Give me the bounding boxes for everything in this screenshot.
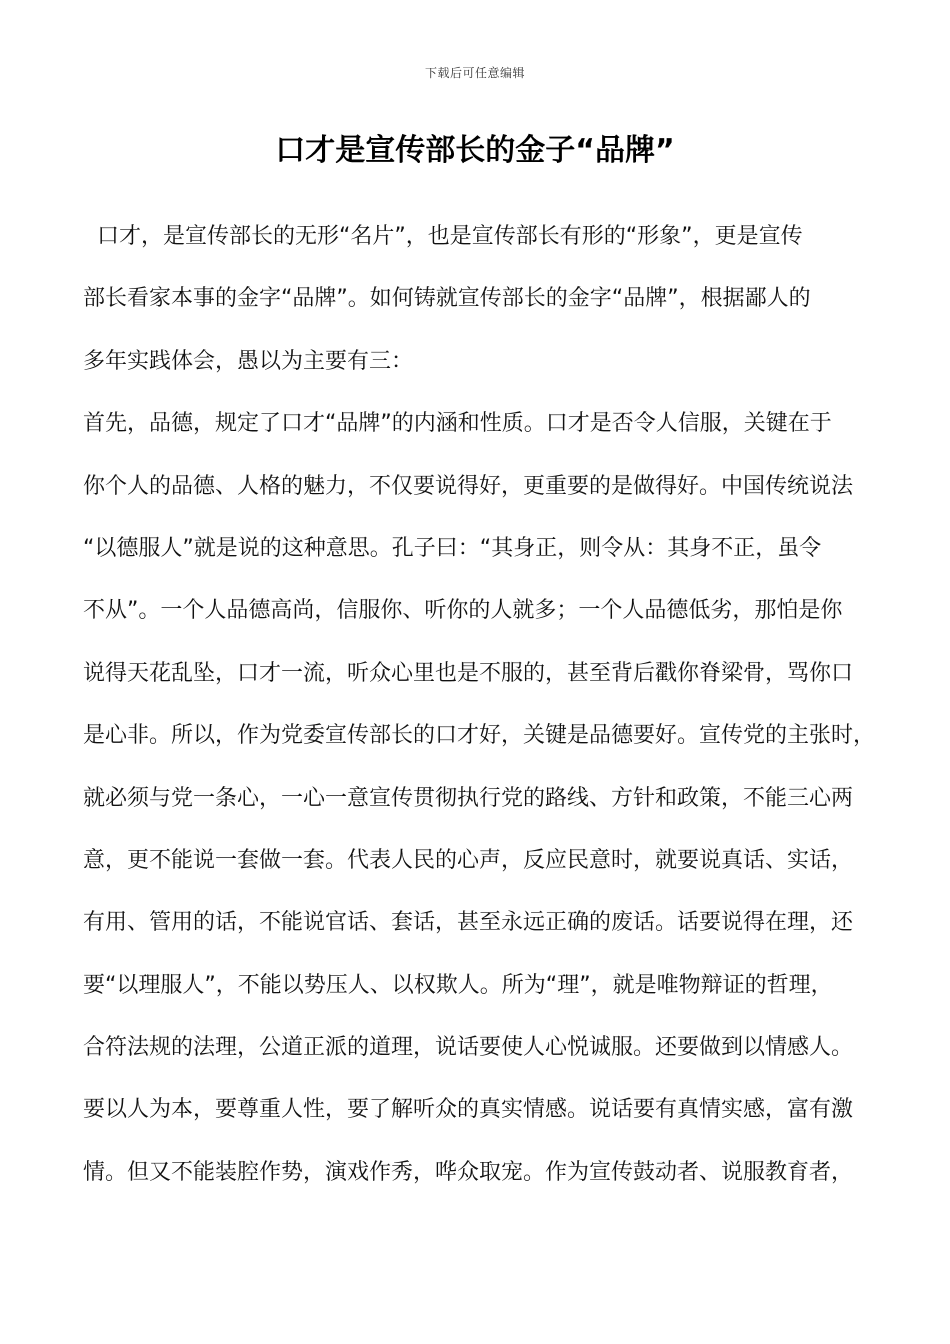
- body-line: 要以人为本，要尊重人性，要了解听众的真实情感。说话要有真情实感，富有激: [83, 1097, 854, 1123]
- document-title: 口才是宣传部长的金子“品牌”: [275, 133, 675, 168]
- header-note: 下载后可任意编辑: [424, 66, 525, 80]
- body-line: 合符法规的法理，公道正派的道理，说话要使人心悦诚服。还要做到以情感人。: [83, 1035, 854, 1061]
- body-line: 要“以理服人”，不能以势压人、以权欺人。所为“理”，就是唯物辩证的哲理，: [83, 972, 833, 998]
- body-text: [83, 214, 879, 1212]
- body-line: 情。但又不能装腔作势，演戏作秀，哗众取宠。作为宣传鼓动者、说服教育者，: [83, 1159, 854, 1185]
- body-line: 就必须与党一条心，一心一意宣传贯彻执行党的路线、方针和政策，不能三心两: [83, 785, 854, 811]
- body-line: 首先，品德，规定了口才“品牌”的内涵和性质。口才是否令人信服，关键在于: [83, 411, 832, 437]
- body-line: 部长看家本事的金字“品牌”。如何铸就宣传部长的金字“品牌”，根据鄙人的: [83, 286, 811, 312]
- body-line: “以德服人”就是说的这种意思。孔子曰：“其身正，则令从：其身不正，虽令: [83, 535, 822, 561]
- body-line: 有用、管用的话，不能说官话、套话，甚至永远正确的废话。话要说得在理，还: [83, 910, 854, 936]
- body-line: 不从”。一个人品德高尚，信服你、听你的人就多；一个人品德低劣，那怕是你: [83, 598, 843, 624]
- body-line: 你个人的品德、人格的魅力，不仅要说得好，更重要的是做得好。中国传统说法: [83, 473, 854, 499]
- body-line: 是心非。所以，作为党委宣传部长的口才好，关键是品德要好。宣传党的主张时，: [83, 723, 876, 749]
- body-line: 口才，是宣传部长的无形“名片”，也是宣传部长有形的“形象”，更是宣传: [83, 224, 803, 249]
- body-line: 说得天花乱坠，口才一流，听众心里也是不服的，甚至背后戳你脊梁骨，骂你口: [83, 660, 854, 686]
- body-line: 多年实践体会，愚以为主要有三：: [83, 348, 414, 374]
- body-line: 意，更不能说一套做一套。代表人民的心声，反应民意时，就要说真话、实话，: [83, 847, 854, 873]
